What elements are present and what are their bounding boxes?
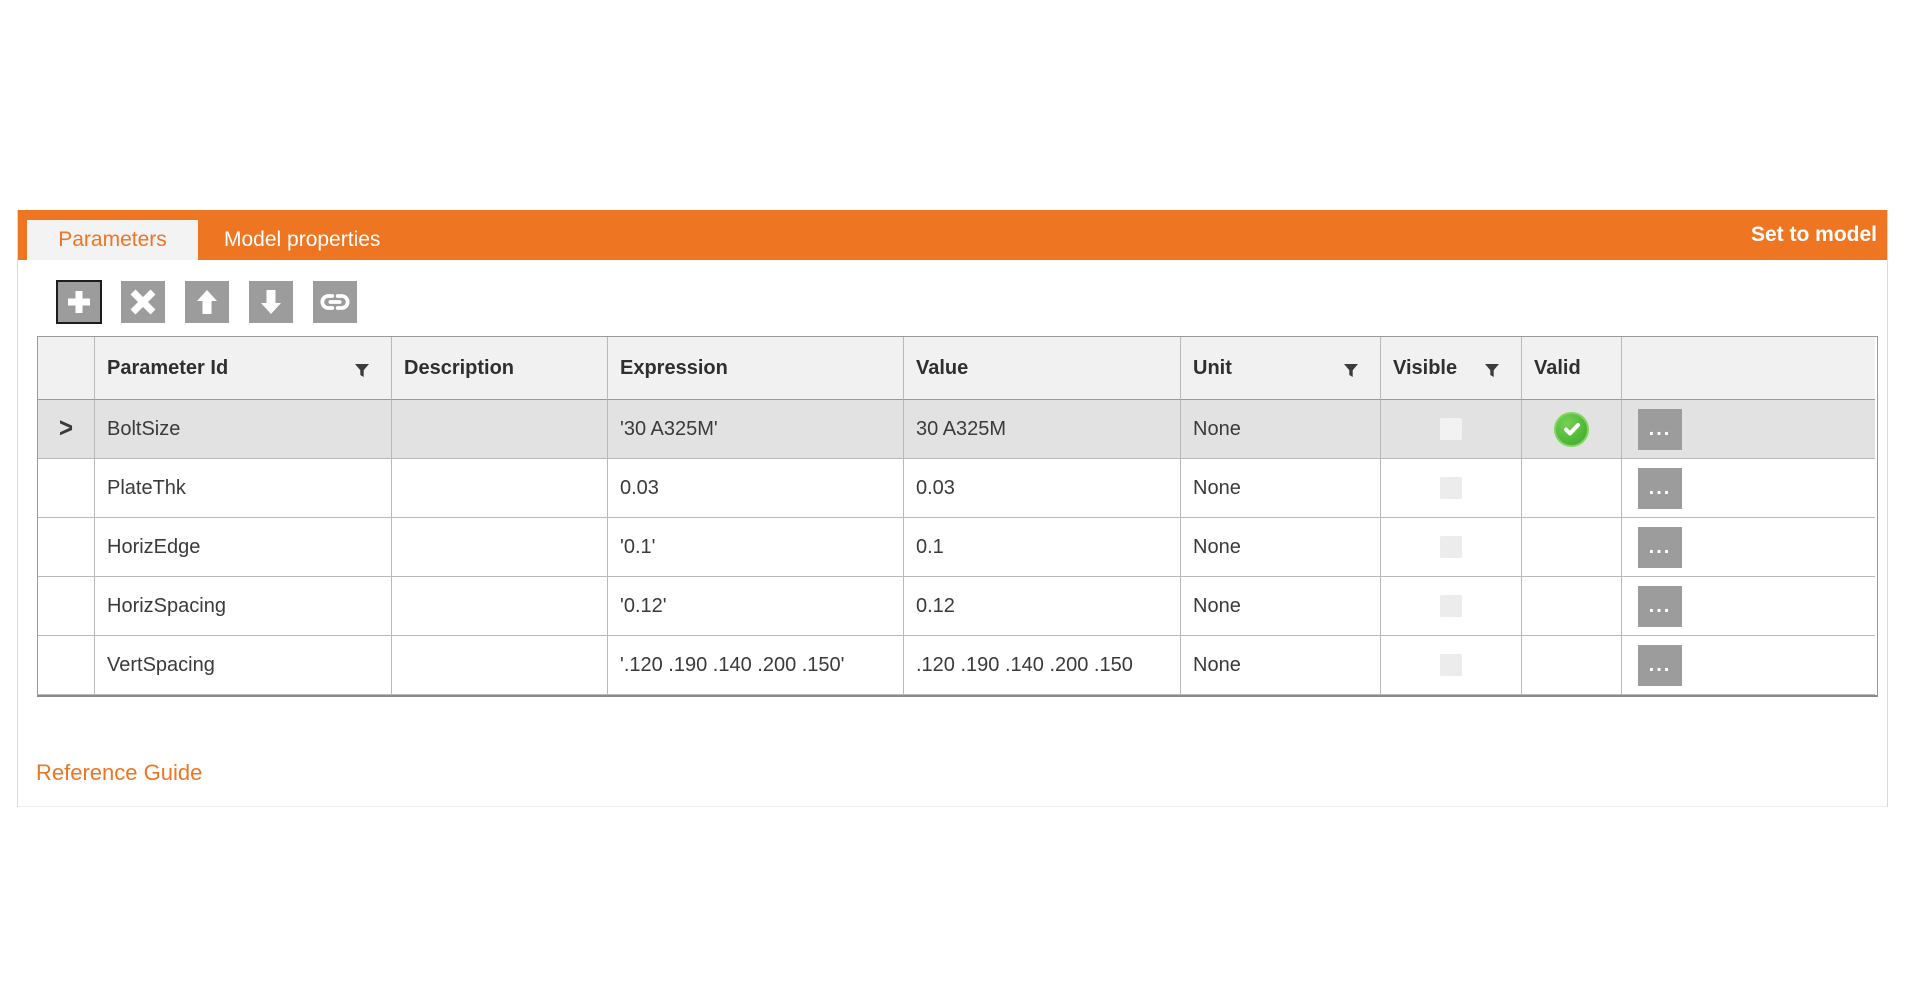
cross-icon — [129, 288, 157, 316]
cell-valid — [1522, 518, 1622, 577]
more-options-button[interactable]: ... — [1638, 468, 1682, 509]
filter-icon[interactable] — [1485, 361, 1499, 375]
link-parameter-button[interactable] — [313, 281, 357, 323]
cell-parameter-id[interactable]: BoltSize — [95, 400, 392, 459]
row-indicator-cell[interactable] — [38, 636, 95, 695]
cell-valid — [1522, 577, 1622, 636]
cell-valid — [1522, 636, 1622, 695]
cell-parameter-id[interactable]: VertSpacing — [95, 636, 392, 695]
header-actions — [1622, 337, 1875, 400]
cell-valid — [1522, 459, 1622, 518]
cell-visible[interactable] — [1381, 400, 1522, 459]
header-description[interactable]: Description — [392, 337, 608, 400]
add-parameter-button[interactable] — [57, 281, 101, 323]
cell-unit[interactable]: None — [1181, 577, 1381, 636]
header-value[interactable]: Value — [904, 337, 1181, 400]
cell-expression[interactable]: '0.1' — [608, 518, 904, 577]
cell-actions — [1622, 636, 1875, 695]
visible-checkbox[interactable] — [1440, 654, 1462, 676]
tab-parameters[interactable]: Parameters — [27, 220, 198, 260]
header-valid[interactable]: Valid — [1522, 337, 1622, 400]
plus-icon — [64, 287, 94, 317]
cell-valid — [1522, 400, 1622, 459]
cell-value[interactable]: .120 .190 .140 .200 .150 — [904, 636, 1181, 695]
cell-actions — [1622, 577, 1875, 636]
parameters-toolbar — [57, 281, 357, 323]
cell-unit[interactable]: None — [1181, 636, 1381, 695]
more-options-button[interactable]: ... — [1638, 586, 1682, 627]
cell-actions — [1622, 518, 1875, 577]
visible-checkbox[interactable] — [1440, 418, 1462, 440]
row-indicator-cell[interactable] — [38, 400, 95, 459]
parameters-table — [37, 336, 1878, 697]
cell-description[interactable] — [392, 636, 608, 695]
header-expression[interactable]: Expression — [608, 337, 904, 400]
cell-value[interactable]: 0.12 — [904, 577, 1181, 636]
delete-parameter-button[interactable] — [121, 281, 165, 323]
header-indicator — [38, 337, 95, 400]
cell-parameter-id[interactable]: PlateThk — [95, 459, 392, 518]
valid-check-icon — [1554, 412, 1589, 447]
cell-parameter-id[interactable]: HorizEdge — [95, 518, 392, 577]
row-indicator-cell[interactable] — [38, 518, 95, 577]
cell-description[interactable] — [392, 459, 608, 518]
more-options-button[interactable]: ... — [1638, 645, 1682, 686]
cell-parameter-id[interactable]: HorizSpacing — [95, 577, 392, 636]
cell-expression[interactable]: '0.12' — [608, 577, 904, 636]
parameters-panel — [17, 210, 1888, 807]
visible-checkbox[interactable] — [1440, 477, 1462, 499]
move-down-button[interactable] — [249, 281, 293, 323]
cell-unit[interactable]: None — [1181, 518, 1381, 577]
filter-icon[interactable] — [1344, 361, 1358, 375]
cell-description[interactable] — [392, 518, 608, 577]
header-visible[interactable] — [1381, 337, 1522, 400]
more-options-button[interactable]: ... — [1638, 527, 1682, 568]
move-up-button[interactable] — [185, 281, 229, 323]
cell-expression[interactable]: 0.03 — [608, 459, 904, 518]
header-parameter-id[interactable] — [95, 337, 392, 400]
header-parameter-id-label: Parameter Id — [107, 356, 229, 379]
cell-description[interactable] — [392, 400, 608, 459]
tab-model-properties[interactable]: Model properties — [224, 228, 381, 251]
set-to-model-button[interactable]: Set to model — [1750, 223, 1877, 246]
cell-actions — [1622, 400, 1875, 459]
titlebar — [18, 210, 1887, 260]
reference-guide-link[interactable]: Reference Guide — [36, 760, 203, 785]
cell-value[interactable]: 30 A325M — [904, 400, 1181, 459]
cell-expression[interactable]: '30 A325M' — [608, 400, 904, 459]
current-row-arrow-icon: > — [58, 412, 73, 444]
cell-visible[interactable] — [1381, 518, 1522, 577]
filter-icon[interactable] — [355, 361, 369, 375]
cell-visible[interactable] — [1381, 636, 1522, 695]
cell-value[interactable]: 0.03 — [904, 459, 1181, 518]
arrow-up-icon — [193, 288, 221, 316]
visible-checkbox[interactable] — [1440, 595, 1462, 617]
cell-visible[interactable] — [1381, 577, 1522, 636]
arrow-down-icon — [257, 288, 285, 316]
cell-description[interactable] — [392, 577, 608, 636]
header-visible-label: Visible — [1393, 356, 1458, 379]
cell-actions — [1622, 459, 1875, 518]
row-indicator-cell[interactable] — [38, 459, 95, 518]
cell-value[interactable]: 0.1 — [904, 518, 1181, 577]
cell-visible[interactable] — [1381, 459, 1522, 518]
link-icon — [319, 286, 351, 318]
cell-unit[interactable]: None — [1181, 459, 1381, 518]
visible-checkbox[interactable] — [1440, 536, 1462, 558]
row-indicator-cell[interactable] — [38, 577, 95, 636]
header-unit[interactable] — [1181, 337, 1381, 400]
more-options-button[interactable]: ... — [1638, 409, 1682, 450]
header-unit-label: Unit — [1193, 356, 1232, 379]
cell-unit[interactable]: None — [1181, 400, 1381, 459]
cell-expression[interactable]: '.120 .190 .140 .200 .150' — [608, 636, 904, 695]
